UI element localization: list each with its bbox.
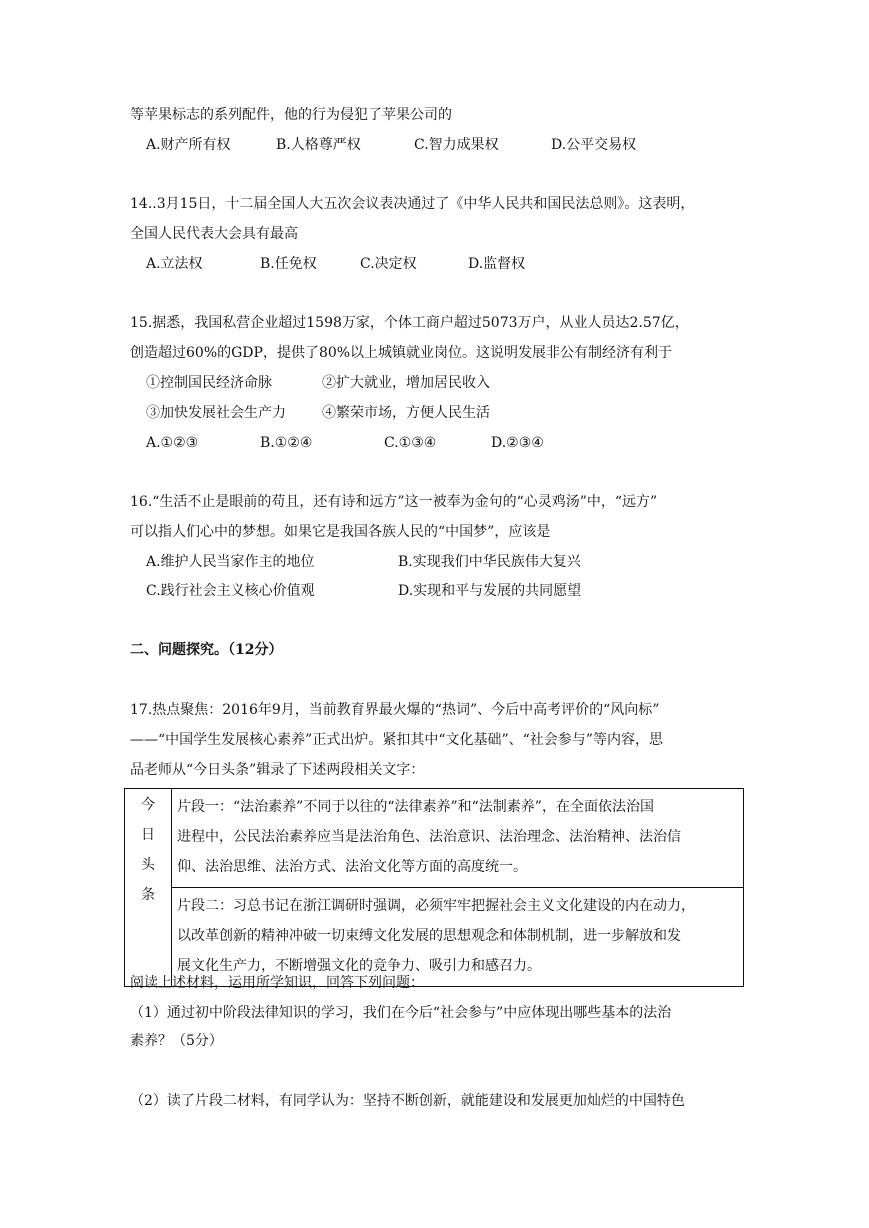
q17-sub1-line1: （1）通过初中阶段法律知识的学习，我们在今后“社会参与”中应体现出哪些基本的法治: [130, 1005, 672, 1021]
q15-item-2: ②扩大就业，增加居民收入: [322, 375, 490, 391]
q13-option-b: B.人格尊严权: [276, 137, 361, 153]
section-heading: 二、问题探究。（12分）: [130, 642, 283, 658]
q15-option-c: C.①③④: [384, 435, 437, 451]
q17-stem-line3: 品老师从“今日头条”辑录了下述两段相关文字：: [130, 762, 425, 778]
q15-item-3: ③加快发展社会生产力: [146, 405, 286, 421]
q13-option-d: D.公平交易权: [551, 137, 637, 153]
material-table: [124, 788, 744, 987]
q16-stem-line1: 16.“生活不止是眼前的苟且，还有诗和远方”这一被奉为金句的“心灵鸡汤”中，“远方”: [130, 494, 658, 510]
q17-stem-line2: ——“中国学生发展核心素养”正式出炉。紧扣其中“文化基础”、“社会参与”等内容，思: [130, 732, 663, 748]
q13-option-c: C.智力成果权: [414, 137, 499, 153]
q16-stem-line2: 可以指人们心中的梦想。如果它是我国各族人民的“中国梦”，应该是: [130, 524, 551, 540]
q16-option-d: D.实现和平与发展的共同愿望: [398, 583, 582, 599]
q15-stem-line2: 创造超过60%的GDP，提供了80%以上城镇就业岗位。这说明发展非公有制经济有利于: [130, 345, 673, 361]
q16-option-c: C.践行社会主义核心价值观: [146, 583, 315, 599]
q13-continuation: 等苹果标志的系列配件，他的行为侵犯了苹果公司的: [130, 107, 452, 123]
q17-prompt: 阅读上述材料，运用所学知识，回答下列问题：: [130, 975, 424, 991]
q15-option-d: D.②③④: [491, 435, 544, 451]
q14-stem-line2: 全国人民代表大会具有最高: [130, 226, 298, 242]
q15-item-1: ①控制国民经济命脉: [146, 375, 272, 391]
q16-option-b: B.实现我们中华民族伟大复兴: [398, 554, 581, 570]
q14-option-b: B.任免权: [260, 256, 317, 272]
q13-option-a: A.财产所有权: [146, 137, 231, 153]
q15-stem-line1: 15.据悉，我国私营企业超过1598万家，个体工商户超过5073万户，从业人员达2.57亿，: [130, 315, 689, 331]
q14-stem-line1: 14..3月15日，十二届全国人大五次会议表决通过了《中华人民共和国民法总则》。这表明，: [130, 196, 695, 212]
q15-item-4: ④繁荣市场，方便人民生活: [322, 405, 490, 421]
q15-option-b: B.①②④: [260, 435, 313, 451]
q17-sub2-line1: （2）读了片段二材料，有同学认为：坚持不断创新，就能建设和发展更加灿烂的中国特色: [130, 1093, 685, 1109]
q14-option-d: D.监督权: [468, 256, 526, 272]
q16-option-a: A.维护人民当家作主的地位: [146, 554, 315, 570]
q14-option-c: C.决定权: [360, 256, 417, 272]
segment-one: 片段一：“法治素养”不同于以往的“法律素养”和“法制素养”，在全面依法治国 进程中，公民法治素养应当是法治角色、法治意识、法治理念、法治精神、法治信 仰、法治思维、法治方式、法治文化等方面的高度统一。: [172, 789, 744, 888]
q17-stem-line1: 17.热点聚焦：2016年9月，当前教育界最火爆的“热词”、今后中高考评价的“风向标”: [130, 702, 660, 718]
segment-two: 片段二：习总书记在浙江调研时强调，必须牢牢把握社会主义文化建设的内在动力， 以改革创新的精神冲破一切束缚文化发展的思想观念和体制机制，进一步解放和发 展文化生产力，不断增强文化的竞争力、吸引力和感召力。: [172, 888, 744, 987]
q15-option-a: A.①②③: [146, 435, 199, 451]
q17-sub1-line2: 素养？（5分）: [130, 1033, 223, 1049]
table-side-label: 今 日 头 条: [125, 789, 172, 987]
q14-option-a: A.立法权: [146, 256, 203, 272]
